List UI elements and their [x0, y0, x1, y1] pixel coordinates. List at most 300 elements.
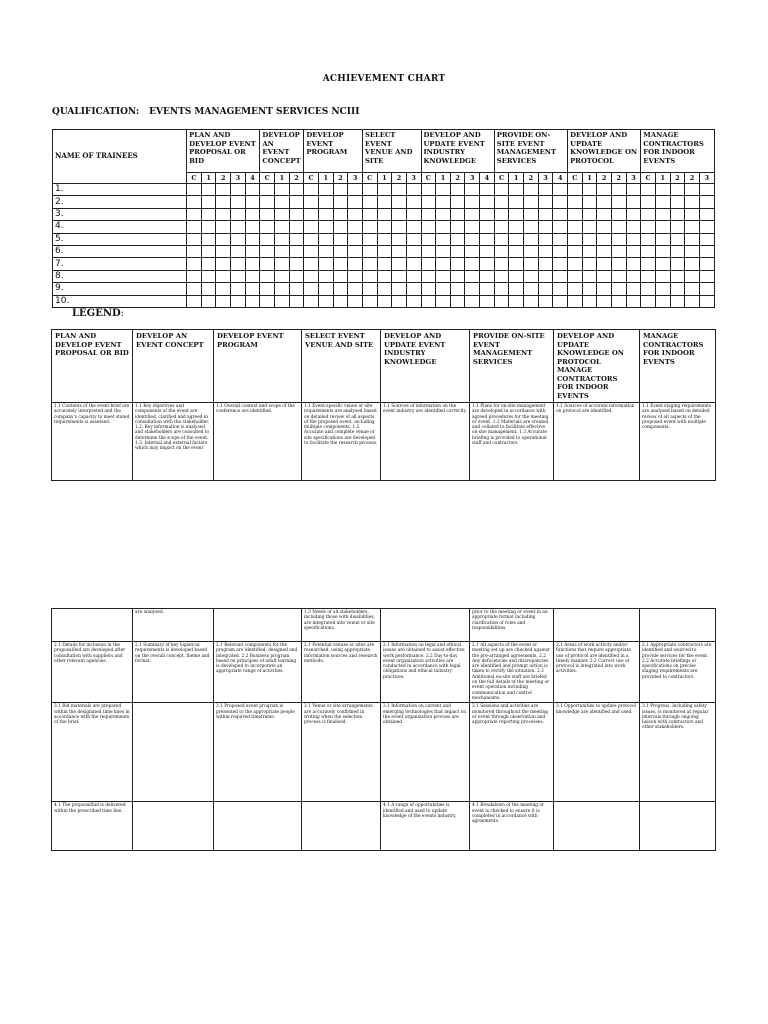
score-cell[interactable]: [260, 283, 275, 295]
score-cell[interactable]: [392, 233, 407, 245]
score-cell[interactable]: [289, 196, 304, 208]
score-cell[interactable]: [685, 196, 700, 208]
score-cell[interactable]: [655, 295, 670, 307]
score-cell[interactable]: [201, 196, 216, 208]
score-cell[interactable]: [392, 283, 407, 295]
score-cell[interactable]: [245, 184, 260, 196]
score-cell[interactable]: [626, 258, 641, 270]
score-cell[interactable]: [465, 295, 480, 307]
score-cell[interactable]: [480, 245, 495, 257]
score-cell[interactable]: [245, 245, 260, 257]
score-cell[interactable]: [553, 245, 568, 257]
score-cell[interactable]: [465, 233, 480, 245]
score-cell[interactable]: [333, 245, 348, 257]
score-cell[interactable]: [699, 270, 714, 282]
score-cell[interactable]: [685, 270, 700, 282]
score-cell[interactable]: [377, 208, 392, 220]
score-cell[interactable]: [626, 245, 641, 257]
score-cell[interactable]: [436, 245, 451, 257]
score-cell[interactable]: [406, 270, 421, 282]
score-cell[interactable]: [465, 208, 480, 220]
score-cell[interactable]: [377, 258, 392, 270]
score-cell[interactable]: [641, 208, 656, 220]
score-cell[interactable]: [348, 196, 363, 208]
score-cell[interactable]: [231, 233, 246, 245]
score-cell[interactable]: [509, 184, 524, 196]
score-cell[interactable]: [304, 283, 319, 295]
score-cell[interactable]: [377, 295, 392, 307]
score-cell[interactable]: [611, 233, 626, 245]
score-cell[interactable]: [348, 233, 363, 245]
score-cell[interactable]: [406, 184, 421, 196]
score-cell[interactable]: [260, 221, 275, 233]
score-cell[interactable]: [187, 196, 202, 208]
score-cell[interactable]: [436, 258, 451, 270]
score-cell[interactable]: [597, 184, 612, 196]
score-cell[interactable]: [406, 208, 421, 220]
score-cell[interactable]: [245, 270, 260, 282]
score-cell[interactable]: [201, 245, 216, 257]
score-cell[interactable]: [699, 245, 714, 257]
score-cell[interactable]: [275, 233, 290, 245]
score-cell[interactable]: [538, 283, 553, 295]
score-cell[interactable]: [304, 208, 319, 220]
score-cell[interactable]: [568, 196, 583, 208]
score-cell[interactable]: [231, 245, 246, 257]
score-cell[interactable]: [699, 258, 714, 270]
score-cell[interactable]: [450, 258, 465, 270]
score-cell[interactable]: [348, 208, 363, 220]
score-cell[interactable]: [524, 184, 539, 196]
score-cell[interactable]: [553, 283, 568, 295]
score-cell[interactable]: [524, 208, 539, 220]
score-cell[interactable]: [275, 196, 290, 208]
score-cell[interactable]: [275, 184, 290, 196]
score-cell[interactable]: [187, 221, 202, 233]
score-cell[interactable]: [421, 258, 436, 270]
score-cell[interactable]: [509, 208, 524, 220]
score-cell[interactable]: [641, 196, 656, 208]
score-cell[interactable]: [348, 221, 363, 233]
score-cell[interactable]: [597, 221, 612, 233]
score-cell[interactable]: [421, 184, 436, 196]
score-cell[interactable]: [304, 295, 319, 307]
score-cell[interactable]: [450, 196, 465, 208]
score-cell[interactable]: [436, 184, 451, 196]
score-cell[interactable]: [333, 208, 348, 220]
score-cell[interactable]: [568, 221, 583, 233]
score-cell[interactable]: [685, 283, 700, 295]
score-cell[interactable]: [641, 270, 656, 282]
score-cell[interactable]: [275, 295, 290, 307]
score-cell[interactable]: [699, 283, 714, 295]
score-cell[interactable]: [670, 184, 685, 196]
score-cell[interactable]: [362, 184, 377, 196]
score-cell[interactable]: [509, 283, 524, 295]
score-cell[interactable]: [524, 270, 539, 282]
score-cell[interactable]: [597, 295, 612, 307]
score-cell[interactable]: [201, 270, 216, 282]
score-cell[interactable]: [201, 283, 216, 295]
score-cell[interactable]: [362, 270, 377, 282]
score-cell[interactable]: [245, 221, 260, 233]
score-cell[interactable]: [538, 270, 553, 282]
score-cell[interactable]: [494, 270, 509, 282]
score-cell[interactable]: [377, 221, 392, 233]
score-cell[interactable]: [655, 221, 670, 233]
score-cell[interactable]: [231, 196, 246, 208]
score-cell[interactable]: [392, 184, 407, 196]
score-cell[interactable]: [582, 270, 597, 282]
score-cell[interactable]: [245, 196, 260, 208]
score-cell[interactable]: [275, 283, 290, 295]
score-cell[interactable]: [362, 258, 377, 270]
score-cell[interactable]: [421, 270, 436, 282]
score-cell[interactable]: [348, 245, 363, 257]
score-cell[interactable]: [480, 233, 495, 245]
score-cell[interactable]: [685, 208, 700, 220]
score-cell[interactable]: [289, 258, 304, 270]
score-cell[interactable]: [392, 295, 407, 307]
score-cell[interactable]: [582, 221, 597, 233]
score-cell[interactable]: [245, 283, 260, 295]
score-cell[interactable]: [670, 295, 685, 307]
score-cell[interactable]: [450, 245, 465, 257]
score-cell[interactable]: [524, 295, 539, 307]
score-cell[interactable]: [333, 196, 348, 208]
score-cell[interactable]: [392, 258, 407, 270]
score-cell[interactable]: [568, 245, 583, 257]
score-cell[interactable]: [289, 233, 304, 245]
score-cell[interactable]: [494, 208, 509, 220]
score-cell[interactable]: [406, 245, 421, 257]
score-cell[interactable]: [318, 184, 333, 196]
score-cell[interactable]: [509, 295, 524, 307]
score-cell[interactable]: [538, 295, 553, 307]
score-cell[interactable]: [494, 196, 509, 208]
score-cell[interactable]: [421, 196, 436, 208]
score-cell[interactable]: [538, 208, 553, 220]
score-cell[interactable]: [406, 283, 421, 295]
score-cell[interactable]: [216, 270, 231, 282]
score-cell[interactable]: [406, 258, 421, 270]
score-cell[interactable]: [611, 245, 626, 257]
score-cell[interactable]: [201, 295, 216, 307]
score-cell[interactable]: [275, 270, 290, 282]
score-cell[interactable]: [480, 295, 495, 307]
score-cell[interactable]: [231, 258, 246, 270]
score-cell[interactable]: [494, 295, 509, 307]
score-cell[interactable]: [187, 270, 202, 282]
score-cell[interactable]: [670, 208, 685, 220]
score-cell[interactable]: [421, 245, 436, 257]
score-cell[interactable]: [699, 295, 714, 307]
score-cell[interactable]: [377, 283, 392, 295]
score-cell[interactable]: [216, 245, 231, 257]
score-cell[interactable]: [641, 258, 656, 270]
score-cell[interactable]: [524, 196, 539, 208]
score-cell[interactable]: [524, 245, 539, 257]
score-cell[interactable]: [245, 208, 260, 220]
score-cell[interactable]: [480, 184, 495, 196]
score-cell[interactable]: [655, 283, 670, 295]
score-cell[interactable]: [348, 184, 363, 196]
score-cell[interactable]: [421, 221, 436, 233]
score-cell[interactable]: [509, 258, 524, 270]
score-cell[interactable]: [392, 196, 407, 208]
score-cell[interactable]: [699, 208, 714, 220]
score-cell[interactable]: [318, 283, 333, 295]
score-cell[interactable]: [216, 208, 231, 220]
score-cell[interactable]: [582, 245, 597, 257]
score-cell[interactable]: [421, 233, 436, 245]
score-cell[interactable]: [670, 196, 685, 208]
score-cell[interactable]: [436, 208, 451, 220]
score-cell[interactable]: [187, 295, 202, 307]
score-cell[interactable]: [333, 283, 348, 295]
score-cell[interactable]: [494, 221, 509, 233]
score-cell[interactable]: [231, 270, 246, 282]
score-cell[interactable]: [201, 184, 216, 196]
score-cell[interactable]: [450, 270, 465, 282]
score-cell[interactable]: [289, 208, 304, 220]
score-cell[interactable]: [553, 233, 568, 245]
score-cell[interactable]: [524, 221, 539, 233]
score-cell[interactable]: [611, 208, 626, 220]
score-cell[interactable]: [611, 221, 626, 233]
score-cell[interactable]: [377, 196, 392, 208]
score-cell[interactable]: [216, 283, 231, 295]
score-cell[interactable]: [538, 196, 553, 208]
score-cell[interactable]: [480, 221, 495, 233]
score-cell[interactable]: [318, 233, 333, 245]
score-cell[interactable]: [436, 295, 451, 307]
score-cell[interactable]: [699, 184, 714, 196]
score-cell[interactable]: [348, 258, 363, 270]
score-cell[interactable]: [597, 208, 612, 220]
score-cell[interactable]: [275, 208, 290, 220]
score-cell[interactable]: [611, 184, 626, 196]
score-cell[interactable]: [699, 196, 714, 208]
score-cell[interactable]: [699, 221, 714, 233]
score-cell[interactable]: [538, 184, 553, 196]
score-cell[interactable]: [436, 233, 451, 245]
score-cell[interactable]: [465, 221, 480, 233]
score-cell[interactable]: [318, 270, 333, 282]
score-cell[interactable]: [333, 184, 348, 196]
score-cell[interactable]: [333, 233, 348, 245]
score-cell[interactable]: [582, 208, 597, 220]
score-cell[interactable]: [655, 184, 670, 196]
score-cell[interactable]: [318, 208, 333, 220]
score-cell[interactable]: [450, 295, 465, 307]
score-cell[interactable]: [641, 245, 656, 257]
score-cell[interactable]: [655, 270, 670, 282]
score-cell[interactable]: [611, 270, 626, 282]
score-cell[interactable]: [260, 196, 275, 208]
score-cell[interactable]: [670, 270, 685, 282]
score-cell[interactable]: [392, 270, 407, 282]
score-cell[interactable]: [289, 245, 304, 257]
score-cell[interactable]: [187, 208, 202, 220]
score-cell[interactable]: [304, 196, 319, 208]
score-cell[interactable]: [465, 258, 480, 270]
score-cell[interactable]: [553, 270, 568, 282]
score-cell[interactable]: [289, 283, 304, 295]
score-cell[interactable]: [626, 196, 641, 208]
score-cell[interactable]: [348, 270, 363, 282]
score-cell[interactable]: [626, 221, 641, 233]
score-cell[interactable]: [436, 196, 451, 208]
score-cell[interactable]: [318, 196, 333, 208]
score-cell[interactable]: [275, 258, 290, 270]
score-cell[interactable]: [260, 258, 275, 270]
score-cell[interactable]: [626, 295, 641, 307]
score-cell[interactable]: [670, 221, 685, 233]
score-cell[interactable]: [289, 295, 304, 307]
score-cell[interactable]: [260, 184, 275, 196]
score-cell[interactable]: [362, 245, 377, 257]
score-cell[interactable]: [655, 233, 670, 245]
score-cell[interactable]: [626, 270, 641, 282]
score-cell[interactable]: [362, 221, 377, 233]
score-cell[interactable]: [568, 208, 583, 220]
score-cell[interactable]: [685, 258, 700, 270]
score-cell[interactable]: [568, 283, 583, 295]
score-cell[interactable]: [524, 258, 539, 270]
score-cell[interactable]: [275, 221, 290, 233]
score-cell[interactable]: [245, 258, 260, 270]
score-cell[interactable]: [450, 233, 465, 245]
score-cell[interactable]: [465, 245, 480, 257]
score-cell[interactable]: [509, 270, 524, 282]
score-cell[interactable]: [260, 270, 275, 282]
score-cell[interactable]: [392, 221, 407, 233]
score-cell[interactable]: [260, 295, 275, 307]
score-cell[interactable]: [597, 258, 612, 270]
score-cell[interactable]: [597, 270, 612, 282]
score-cell[interactable]: [553, 221, 568, 233]
score-cell[interactable]: [582, 184, 597, 196]
score-cell[interactable]: [406, 233, 421, 245]
score-cell[interactable]: [216, 221, 231, 233]
score-cell[interactable]: [465, 270, 480, 282]
score-cell[interactable]: [201, 208, 216, 220]
score-cell[interactable]: [480, 208, 495, 220]
score-cell[interactable]: [304, 245, 319, 257]
score-cell[interactable]: [304, 221, 319, 233]
score-cell[interactable]: [611, 196, 626, 208]
score-cell[interactable]: [348, 283, 363, 295]
score-cell[interactable]: [304, 258, 319, 270]
score-cell[interactable]: [655, 245, 670, 257]
score-cell[interactable]: [582, 295, 597, 307]
score-cell[interactable]: [392, 245, 407, 257]
score-cell[interactable]: [699, 233, 714, 245]
score-cell[interactable]: [406, 295, 421, 307]
score-cell[interactable]: [597, 283, 612, 295]
score-cell[interactable]: [553, 295, 568, 307]
score-cell[interactable]: [509, 245, 524, 257]
score-cell[interactable]: [611, 283, 626, 295]
score-cell[interactable]: [231, 295, 246, 307]
score-cell[interactable]: [568, 233, 583, 245]
score-cell[interactable]: [582, 233, 597, 245]
score-cell[interactable]: [362, 196, 377, 208]
score-cell[interactable]: [201, 258, 216, 270]
score-cell[interactable]: [289, 184, 304, 196]
score-cell[interactable]: [187, 245, 202, 257]
score-cell[interactable]: [450, 221, 465, 233]
score-cell[interactable]: [333, 270, 348, 282]
score-cell[interactable]: [421, 208, 436, 220]
score-cell[interactable]: [494, 245, 509, 257]
score-cell[interactable]: [421, 295, 436, 307]
score-cell[interactable]: [568, 184, 583, 196]
score-cell[interactable]: [626, 233, 641, 245]
score-cell[interactable]: [362, 208, 377, 220]
score-cell[interactable]: [406, 196, 421, 208]
score-cell[interactable]: [304, 270, 319, 282]
score-cell[interactable]: [670, 233, 685, 245]
score-cell[interactable]: [582, 283, 597, 295]
score-cell[interactable]: [406, 221, 421, 233]
score-cell[interactable]: [670, 283, 685, 295]
score-cell[interactable]: [362, 283, 377, 295]
score-cell[interactable]: [275, 245, 290, 257]
score-cell[interactable]: [216, 233, 231, 245]
score-cell[interactable]: [494, 233, 509, 245]
score-cell[interactable]: [436, 270, 451, 282]
score-cell[interactable]: [304, 233, 319, 245]
score-cell[interactable]: [450, 184, 465, 196]
score-cell[interactable]: [377, 184, 392, 196]
score-cell[interactable]: [641, 184, 656, 196]
score-cell[interactable]: [231, 208, 246, 220]
score-cell[interactable]: [465, 196, 480, 208]
score-cell[interactable]: [597, 245, 612, 257]
score-cell[interactable]: [260, 208, 275, 220]
score-cell[interactable]: [333, 295, 348, 307]
score-cell[interactable]: [231, 221, 246, 233]
score-cell[interactable]: [245, 295, 260, 307]
score-cell[interactable]: [333, 258, 348, 270]
score-cell[interactable]: [318, 245, 333, 257]
score-cell[interactable]: [216, 258, 231, 270]
score-cell[interactable]: [362, 233, 377, 245]
score-cell[interactable]: [318, 295, 333, 307]
score-cell[interactable]: [216, 196, 231, 208]
score-cell[interactable]: [480, 270, 495, 282]
score-cell[interactable]: [509, 196, 524, 208]
score-cell[interactable]: [670, 258, 685, 270]
score-cell[interactable]: [670, 245, 685, 257]
score-cell[interactable]: [626, 283, 641, 295]
score-cell[interactable]: [641, 233, 656, 245]
score-cell[interactable]: [641, 295, 656, 307]
score-cell[interactable]: [436, 283, 451, 295]
score-cell[interactable]: [318, 221, 333, 233]
score-cell[interactable]: [187, 258, 202, 270]
score-cell[interactable]: [655, 196, 670, 208]
score-cell[interactable]: [201, 221, 216, 233]
score-cell[interactable]: [480, 258, 495, 270]
score-cell[interactable]: [685, 245, 700, 257]
score-cell[interactable]: [377, 270, 392, 282]
score-cell[interactable]: [582, 196, 597, 208]
score-cell[interactable]: [655, 208, 670, 220]
score-cell[interactable]: [641, 221, 656, 233]
